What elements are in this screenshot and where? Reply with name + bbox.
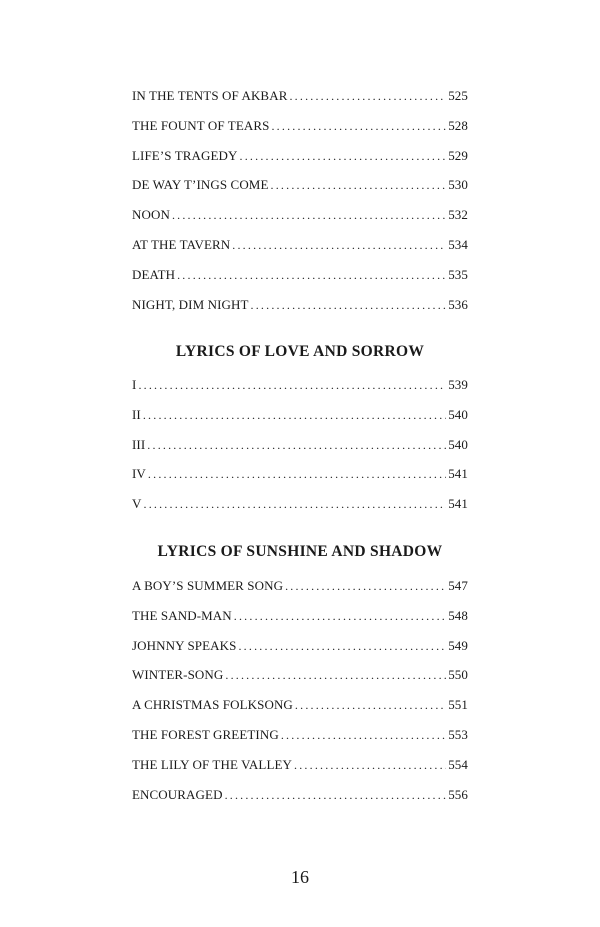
dot-leader bbox=[147, 438, 446, 453]
dot-leader bbox=[294, 758, 446, 773]
dot-leader bbox=[240, 149, 447, 164]
toc-entry-page: 529 bbox=[448, 147, 468, 163]
toc-entry-title: DE WAY T’INGS COME bbox=[132, 177, 269, 193]
toc-entry-page: 540 bbox=[448, 436, 468, 452]
dot-leader bbox=[225, 788, 447, 803]
toc-entry-page: 528 bbox=[448, 117, 468, 133]
toc-entry-page: 525 bbox=[448, 88, 468, 103]
toc-entry bbox=[132, 638, 468, 668]
toc-entry-title: THE SAND-MAN bbox=[132, 607, 232, 623]
toc-entry bbox=[132, 496, 468, 526]
dot-leader bbox=[285, 579, 446, 594]
toc-entry bbox=[132, 177, 468, 207]
toc-entry bbox=[132, 578, 468, 608]
dot-leader bbox=[232, 238, 446, 253]
toc-entry-title: AT THE TAVERN bbox=[132, 236, 231, 252]
toc-entry-title: WINTER-SONG bbox=[132, 667, 224, 683]
dot-leader bbox=[295, 698, 446, 713]
toc-entry-title: NIGHT, DIM NIGHT bbox=[132, 296, 249, 312]
toc-entry-title: THE LILY OF THE VALLEY bbox=[132, 756, 293, 772]
toc-entry-page: 553 bbox=[448, 726, 468, 742]
toc-entry-title: JOHNNY SPEAKS bbox=[132, 637, 237, 653]
toc-entry bbox=[132, 608, 468, 638]
toc-entry bbox=[132, 297, 468, 327]
toc-entry-page: 534 bbox=[448, 236, 468, 252]
toc-entry bbox=[132, 466, 468, 496]
toc-entry-title: A CHRISTMAS FOLKSONG bbox=[132, 697, 293, 713]
dot-leader bbox=[251, 298, 447, 313]
dot-leader bbox=[144, 497, 447, 512]
toc-entry-page: 556 bbox=[448, 786, 468, 802]
toc-entry-page: 540 bbox=[448, 406, 468, 422]
toc-entry bbox=[132, 267, 468, 297]
toc-entry-title: I bbox=[132, 377, 137, 392]
toc-entry-title: THE FOREST GREETING bbox=[132, 726, 279, 742]
toc-entry-page: 549 bbox=[448, 637, 468, 653]
toc-entry bbox=[132, 377, 468, 407]
toc-entry-page: 536 bbox=[448, 296, 468, 312]
toc-entry-title: III bbox=[132, 436, 146, 452]
toc-entry bbox=[132, 437, 468, 467]
toc-entry bbox=[132, 727, 468, 757]
toc-entry-title: NOON bbox=[132, 207, 170, 223]
toc-entry-title: IN THE TENTS OF AKBAR bbox=[132, 88, 288, 103]
toc-entry-page: 530 bbox=[448, 177, 468, 193]
toc-list-continued bbox=[132, 88, 468, 326]
toc-entry-title: ENCOURAGED bbox=[132, 786, 223, 802]
dot-leader bbox=[225, 668, 446, 683]
toc-list-sunshine-shadow bbox=[132, 578, 468, 816]
toc-entry-page: 550 bbox=[448, 667, 468, 683]
toc-entry-page: 539 bbox=[448, 377, 468, 392]
toc-entry-title: A BOY’S SUMMER SONG bbox=[132, 578, 284, 593]
toc-entry bbox=[132, 148, 468, 178]
toc-entry bbox=[132, 407, 468, 437]
toc-entry-page: 548 bbox=[448, 607, 468, 623]
toc-list-love-sorrow bbox=[132, 377, 468, 526]
toc-entry-page: 547 bbox=[448, 578, 468, 593]
toc-entry-title: V bbox=[132, 496, 142, 512]
page-number: 16 bbox=[291, 867, 309, 887]
toc-entry bbox=[132, 207, 468, 237]
toc-entry-title: LIFE’S TRAGEDY bbox=[132, 147, 238, 163]
dot-leader bbox=[143, 408, 446, 423]
toc-entry bbox=[132, 787, 468, 817]
toc-entry-page: 541 bbox=[448, 466, 468, 482]
dot-leader bbox=[271, 119, 446, 134]
dot-leader bbox=[281, 728, 446, 743]
dot-leader bbox=[177, 268, 446, 283]
dot-leader bbox=[289, 89, 446, 104]
section-heading: LYRICS OF LOVE AND SORROW bbox=[175, 343, 425, 360]
toc-entry bbox=[132, 757, 468, 787]
toc-entry-page: 532 bbox=[448, 207, 468, 223]
dot-leader bbox=[271, 178, 447, 193]
toc-entry-page: 554 bbox=[448, 756, 468, 772]
toc-entry-title: IV bbox=[132, 466, 146, 482]
dot-leader bbox=[148, 467, 446, 482]
toc-entry-page: 541 bbox=[448, 496, 468, 512]
toc-entry bbox=[132, 118, 468, 148]
toc-entry bbox=[132, 88, 468, 118]
toc-entry-title: II bbox=[132, 406, 141, 422]
toc-entry bbox=[132, 697, 468, 727]
dot-leader bbox=[138, 378, 446, 393]
dot-leader bbox=[234, 609, 446, 624]
toc-entry-title: THE FOUNT OF TEARS bbox=[132, 117, 270, 133]
toc-entry bbox=[132, 667, 468, 697]
dot-leader bbox=[238, 639, 446, 654]
toc-entry-title: DEATH bbox=[132, 266, 176, 282]
toc-entry-page: 535 bbox=[448, 266, 468, 282]
toc-entry bbox=[132, 237, 468, 267]
section-heading: LYRICS OF SUNSHINE AND SHADOW bbox=[157, 543, 443, 560]
dot-leader bbox=[172, 208, 446, 223]
toc-entry-page: 551 bbox=[448, 697, 468, 713]
